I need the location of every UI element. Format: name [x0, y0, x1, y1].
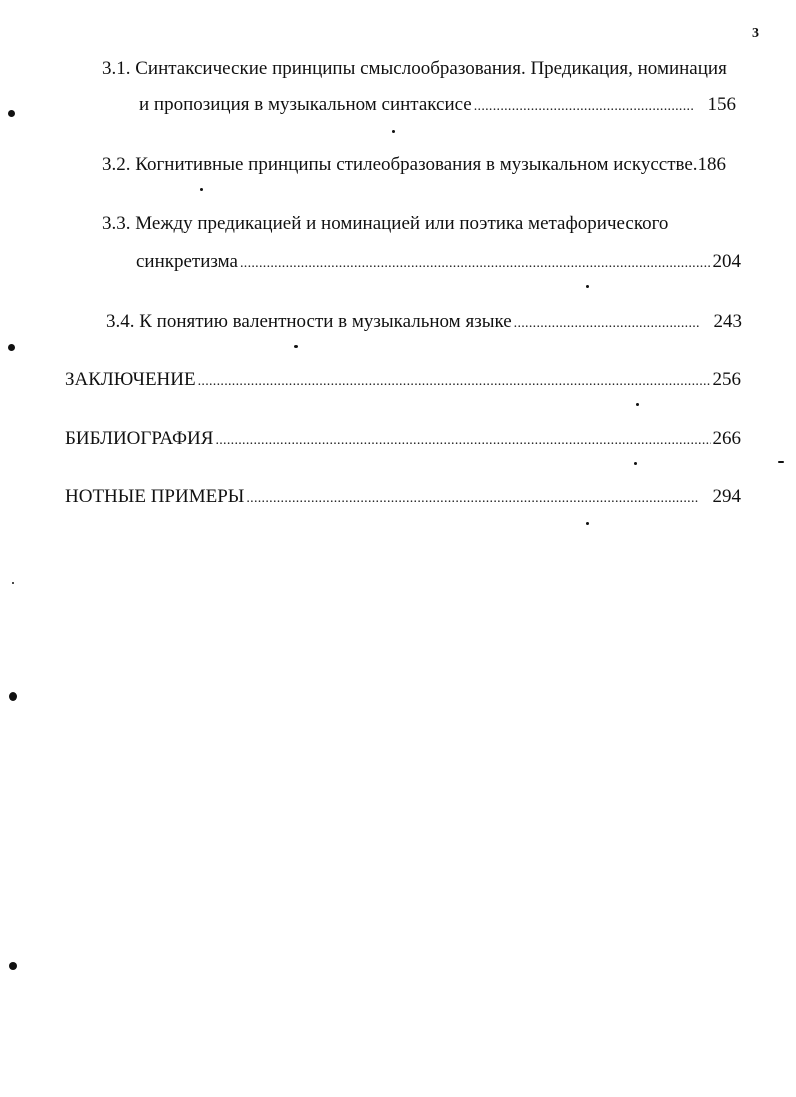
dot-leader — [198, 367, 711, 395]
toc-entry-label: и пропозиция в музыкальном синтаксисе — [139, 94, 472, 115]
scan-speck — [294, 345, 298, 348]
toc-entry-label: ЗАКЛЮЧЕНИЕ — [65, 369, 196, 390]
toc-page-number: 186 — [697, 154, 727, 175]
scan-speck — [392, 130, 395, 133]
toc-entry-label: 3.4. К понятию валентности в музыкальном языке — [106, 311, 512, 332]
toc-page-number: 156 — [707, 94, 736, 115]
toc-entry-3-2 — [102, 152, 742, 178]
toc-entry-music-examples — [65, 484, 741, 510]
scan-speck — [634, 462, 637, 465]
scan-speck — [586, 522, 589, 525]
toc-entry-3-1-line2 — [139, 92, 736, 118]
toc-entry-conclusion — [65, 367, 741, 393]
toc-page-number: 243 — [713, 311, 742, 332]
scan-speck — [12, 582, 14, 584]
toc-entry-3-1-line1 — [102, 56, 742, 82]
scan-speck — [586, 285, 589, 288]
toc-page-number: 204 — [712, 251, 741, 272]
dot-leader — [514, 309, 700, 337]
dot-leader — [215, 426, 710, 454]
toc-page-number: 266 — [712, 428, 741, 449]
scan-speck — [778, 461, 784, 463]
dot-leader — [246, 484, 698, 512]
scan-speck — [8, 344, 15, 351]
toc-entry-label: НОТНЫЕ ПРИМЕРЫ — [65, 486, 245, 507]
dot-leader — [474, 92, 694, 120]
toc-entry-label: БИБЛИОГРАФИЯ — [65, 428, 214, 449]
scan-speck — [200, 188, 203, 191]
toc-entry-3-3-line1 — [102, 211, 742, 237]
page-number: 3 — [752, 26, 759, 41]
toc-entry-3-4 — [106, 309, 742, 335]
scan-speck — [9, 962, 17, 970]
scan-speck — [636, 403, 639, 406]
toc-entry-bibliography — [65, 426, 741, 452]
toc-page-number: 294 — [712, 486, 741, 507]
scan-speck — [8, 110, 15, 117]
toc-entry-label: 3.3. Между предикацией и номинацией или поэтика метафорического — [102, 213, 669, 234]
scan-speck — [9, 692, 17, 701]
dot-leader — [240, 249, 711, 277]
toc-entry-label: синкретизма — [136, 251, 238, 272]
toc-page-number: 256 — [712, 369, 741, 390]
toc-entry-label: 3.2. Когнитивные принципы стилеобразования в музыкальном искусстве. — [102, 154, 698, 175]
toc-entry-3-3-line2 — [136, 249, 741, 275]
toc-entry-label: 3.1. Синтаксические принципы смыслообразования. Предикация, номинация — [102, 58, 727, 79]
